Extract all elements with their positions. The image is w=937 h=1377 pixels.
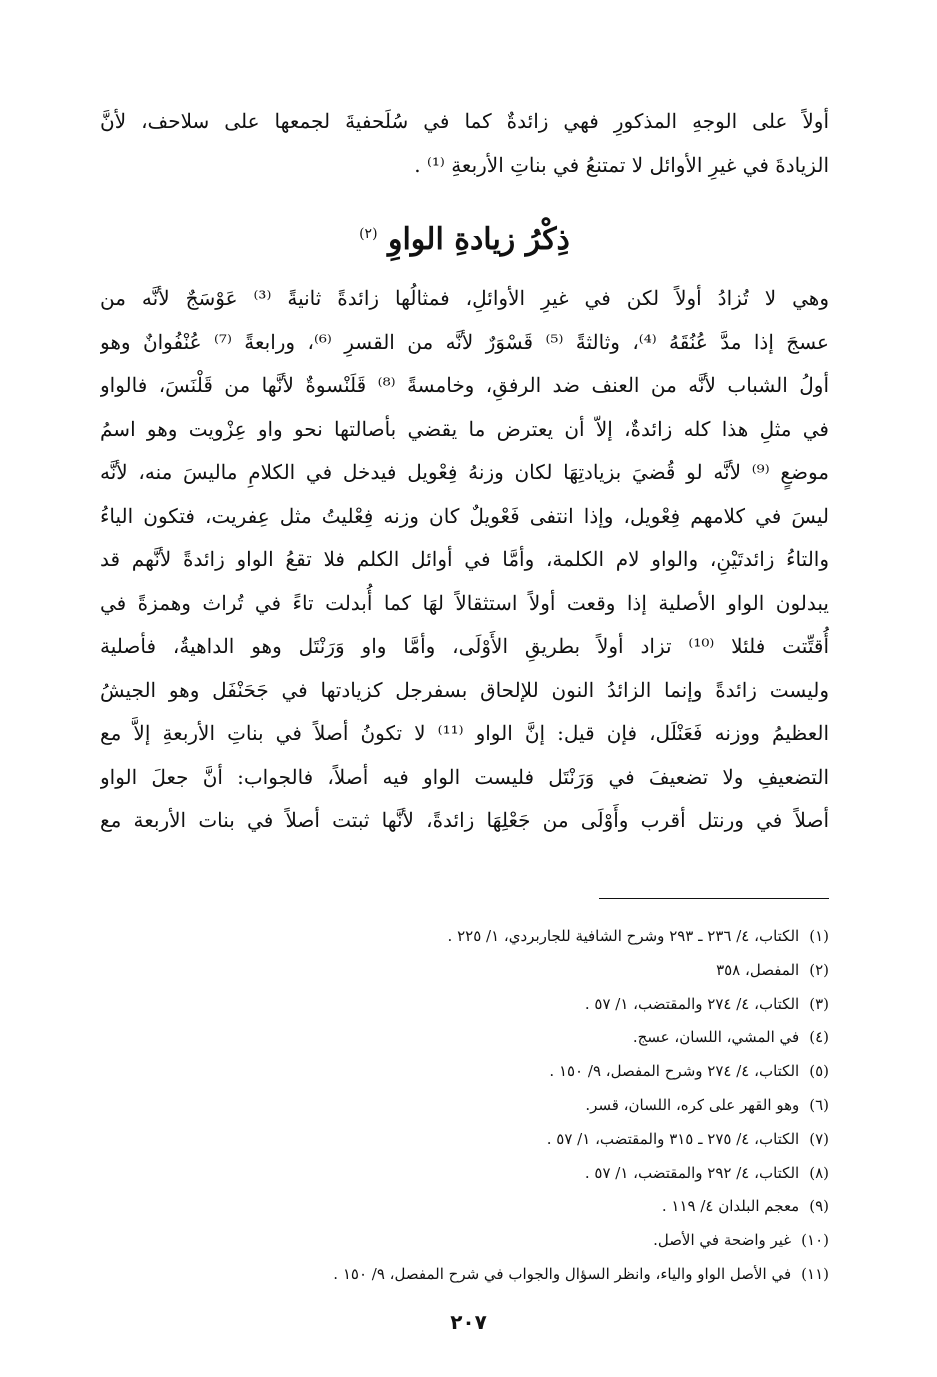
footnote-text: المفصل، ٣٥٨ — [716, 960, 800, 979]
footnote-number: (٧) — [809, 1129, 829, 1148]
footnote-number: (٨) — [809, 1163, 829, 1182]
main-text — [100, 100, 829, 843]
footnote — [140, 1190, 829, 1224]
footnote-number: (١١) — [801, 1264, 829, 1283]
footnote-number: (١٠) — [801, 1231, 829, 1250]
text-line: أولاً على الوجهِ المذكورِ فهي زائدةٌ كما في سُلَحفيةَ لجمعها على سلاحف، لأنَّ — [100, 109, 829, 133]
text-line: الزيادةَ في غيرِ الأوائل لا تمتنعُ في بناتِ الأربعةِ ⁽¹⁾ . — [414, 152, 829, 177]
footnote — [140, 920, 829, 954]
text-line: العظيمُ ووزنه فَعَنْلَل، فإن قيل: إنَّ الواو ⁽¹¹⁾ لا تكونُ أصلاً في بناتِ الأربعةِ إلاَّ مع — [100, 721, 829, 745]
text-line: أصلاً في ورنتل أقرب وأَوْلَى من جَعْلِهَا زائدةً، لأنَّها ثبتت أصلاً في بنات الأربعة مع — [100, 808, 829, 832]
footnote-divider — [599, 898, 829, 899]
text-line: التضعيفِ ولا تضعيفَ في وَرَنْتَل فليست الواو فيه أصلاً، فالجواب: أنَّ جعلَ الواو — [100, 764, 829, 789]
footnote — [140, 1055, 829, 1089]
footnote — [140, 988, 829, 1022]
footnote-text: في الأصل الواو والياء، وانظر السؤال والجواب في شرح المفصل، ٩/ ١٥٠ . — [333, 1264, 792, 1283]
footnote-text: معجم البلدان ٤/ ١١٩ . — [661, 1197, 800, 1216]
footnotes — [140, 920, 829, 1292]
footnote-text: في المشي، اللسان، عسج. — [632, 1028, 800, 1047]
footnote-number: (٤) — [809, 1028, 829, 1047]
text-line: عسجَ إذا مدَّ عُنُقَهُ ⁽⁴⁾، وثالثةً ⁽⁵⁾ قَسْوَرٌ لأنَّه من القسرِ ⁽⁶⁾، ورابعةً ⁽⁷⁾ عُنْفُوانٌ وهو — [100, 329, 829, 354]
footnote-number: (٦) — [809, 1095, 829, 1114]
text-line: في مثلِ هذا كله زائدةٌ، إلاّ أن يعترض ما يقضي بأصالتها نحو واو عِزْويت وهو اسمُ — [100, 416, 829, 441]
text-line: أُقتِّتت فلئلا ⁽¹⁰⁾ تزاد أولاً بطريقِ الأَوْلَى، وأمَّا واو وَرَنْتَل وهو الداهيةُ، فأصلية — [100, 634, 829, 658]
footnote-text: الكتاب، ٤/ ٢٧٤ وشرح المفصل، ٩/ ١٥٠ . — [549, 1062, 800, 1081]
heading-footnote-ref: (٢) — [359, 226, 378, 242]
text-line: موضعٍ ⁽⁹⁾ لأنَّه لو قُضيَ بزيادتِهَا لكان وزنهُ فِعْويل فيدخل في الكلامِ ماليسَ منه، لأنَّه — [100, 460, 829, 484]
footnote-text: الكتاب، ٤/ ٢٣٦ ـ ٢٩٣ وشرح الشافية للجاربردي، ١/ ٢٢٥ . — [447, 927, 800, 945]
footnote — [140, 1157, 829, 1191]
footnote-number: (١) — [809, 927, 829, 945]
section-heading-text: ذِكْرُ زيادةِ الواوِ — [387, 222, 570, 257]
footnote — [140, 954, 829, 988]
page-number: ٢٠٧ — [450, 1310, 487, 1334]
footnote-number: (٩) — [809, 1197, 829, 1216]
footnote-text: غير واضحة في الأصل. — [653, 1231, 792, 1250]
footnote-number: (٢) — [809, 960, 829, 979]
footnote — [140, 1258, 829, 1292]
footnote-text: الكتاب، ٤/ ٢٧٤ والمقتضب، ١/ ٥٧ . — [584, 994, 800, 1013]
text-line: والتاءُ زائدتَيْنِ، والواو لام الكلمة، وأمَّا في أوائل الكلم فلا تقعُ الواو زائدةً لأنَّهم قد — [100, 547, 829, 571]
footnote — [140, 1123, 829, 1157]
footnote — [140, 1021, 829, 1055]
text-line: يبدلون الواو الأصلية إذا وقعت أولاً استثقالاً لهَا كما أُبدلت تاءً في تُراث وهمزةً في — [100, 590, 829, 615]
text-line: وهي لا تُزادُ أولاً لكن في غيرِ الأوائلِ، فمثالُها زائدةً ثانيةً ⁽³⁾ عَوْسَجٌ لأنَّه من — [100, 286, 829, 310]
section-heading — [100, 195, 829, 273]
footnote-text: الكتاب، ٤/ ٢٧٥ ـ ٣١٥ والمقتضب، ١/ ٥٧ . — [546, 1129, 800, 1148]
footnote-number: (٣) — [809, 994, 829, 1013]
text-line: أولُ الشباب لأنَّه من العنف ضد الرفقِ، وخامسةً ⁽⁸⁾ قَلَنْسوةٌ لأنَّها من قَلْنَسَ، فالواو — [100, 373, 829, 397]
text-line: ليسَ في كلامهم فِعْويل، وإذا انتفى فَعْويلٌ كان وزنه فِعْليتُ مثل عِفريت، فتكون الياءُ — [100, 503, 829, 528]
footnote — [140, 1224, 829, 1258]
footnote-number: (٥) — [809, 1062, 829, 1081]
footnote-text: الكتاب، ٤/ ٢٩٢ والمقتضب، ١/ ٥٧ . — [584, 1163, 800, 1182]
footnote — [140, 1089, 829, 1123]
text-line: وليست زائدةً وإنما الزائدُ النون للإلحاق بسفرجل كزيادتها في جَحَنْفَل وهو الجيشُ — [100, 677, 829, 702]
footnote-text: وهو القهر على كره، اللسان، قسر. — [585, 1095, 800, 1114]
